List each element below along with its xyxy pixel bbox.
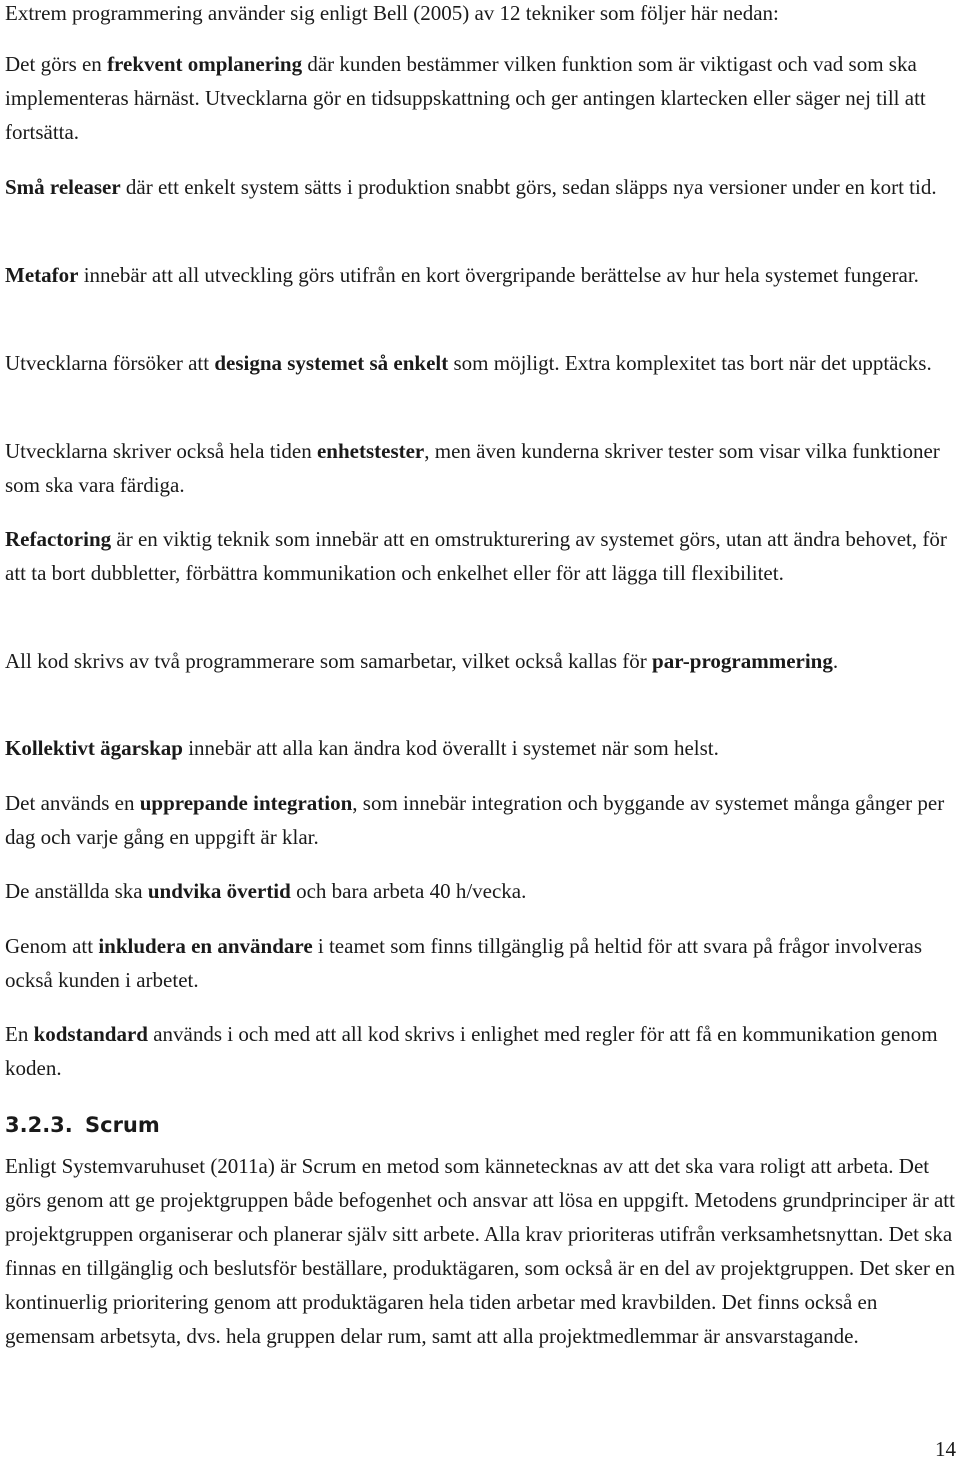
technique-paragraph-2: Små releaser där ett enkelt system sätts i produktion snabbt görs, sedan släpps nya versioner under en kort tid. bbox=[5, 175, 937, 199]
technique-term: kodstandard bbox=[33, 1022, 148, 1046]
section-title: Scrum bbox=[85, 1113, 160, 1137]
section-number: 3.2.3. bbox=[5, 1113, 73, 1137]
page-number: 14 bbox=[935, 1437, 956, 1461]
technique-paragraph-3: Metafor innebär att all utveckling görs utifrån en kort övergripande berättelse av hur hela systemet fungerar. bbox=[5, 263, 919, 287]
section-heading bbox=[5, 1108, 160, 1142]
technique-paragraph-8: Kollektivt ägarskap innebär att alla kan ändra kod överallt i systemet när som helst. bbox=[5, 736, 719, 760]
technique-term: designa systemet så enkelt bbox=[214, 351, 449, 375]
technique-term: Metafor bbox=[5, 263, 79, 287]
technique-term: enhetstester bbox=[316, 439, 425, 463]
technique-term: Refactoring bbox=[5, 527, 112, 551]
technique-term: Små releaser bbox=[5, 175, 121, 199]
intro-paragraph: Extrem programmering använder sig enligt Bell (2005) av 12 tekniker som följer här nedan: bbox=[5, 1, 779, 25]
technique-paragraph-1: Det görs en frekvent omplanering där kunden bestämmer vilken funktion som är viktigast och vad som ska implementeras härnäst. Utvecklarna gör en tidsuppskattning och ger antingen klartecken eller säger nej till att fortsätta. bbox=[5, 52, 926, 144]
technique-paragraph-4: Utvecklarna försöker att designa systemet så enkelt som möjligt. Extra komplexitet tas bort när det upptäcks. bbox=[5, 351, 932, 375]
technique-paragraph-6: Refactoring är en viktig teknik som innebär att en omstrukturering av systemet görs, utan att ändra behovet, för att ta bort dubbletter, förbättra kommunikation och enkelhet eller för att lägga till flexibilitet. bbox=[5, 527, 947, 585]
technique-paragraph-9: Det används en upprepande integration, som innebär integration och byggande av systemet många gånger per dag och varje gång en uppgift är klar. bbox=[5, 791, 945, 849]
technique-paragraph-12: En kodstandard används i och med att all kod skrivs i enlighet med regler för att få en kommunikation genom koden. bbox=[5, 1022, 938, 1080]
technique-term: inkludera en användare bbox=[98, 934, 313, 958]
technique-paragraph-7: All kod skrivs av två programmerare som samarbetar, vilket också kallas för par-programmering. bbox=[5, 649, 839, 673]
technique-term: Kollektivt ägarskap bbox=[5, 736, 183, 760]
technique-term: frekvent omplanering bbox=[107, 52, 303, 76]
technique-paragraph-10: De anställda ska undvika övertid och bara arbeta 40 h/vecka. bbox=[5, 879, 527, 903]
technique-paragraph-11: Genom att inkludera en användare i teamet som finns tillgänglig på heltid för att svara på frågor involveras också kunden i arbetet. bbox=[5, 934, 923, 992]
technique-term: undvika övertid bbox=[147, 879, 291, 903]
scrum-paragraph: Enligt Systemvaruhuset (2011a) är Scrum en metod som kännetecknas av att det ska vara roligt att arbeta. Det görs genom att ge projektgruppen både befogenhet och ansvar att lösa en uppgift. Metodens grundprinciper är att projektgruppen organiserar och planerar själv sitt arbete. Alla krav prioriteras utifrån verksamhetsnyttan. Det ska finnas en tillgänglig och beslutsför beställare, produktägaren, som också är en del av projektgruppen. Det sker en kontinuerlig prioritering genom att produktägaren hela tiden arbetar med kravbilden. Det finns också en gemensam arbetsyta, dvs. hela gruppen delar rum, samt att alla projektmedlemmar är ansvarstagande. bbox=[5, 1154, 955, 1348]
technique-term: upprepande integration bbox=[139, 791, 353, 815]
technique-paragraph-5: Utvecklarna skriver också hela tiden enhetstester, men även kunderna skriver tester som visar vilka funktioner som ska vara färdiga. bbox=[5, 439, 940, 497]
technique-term: par-programmering bbox=[652, 649, 833, 673]
